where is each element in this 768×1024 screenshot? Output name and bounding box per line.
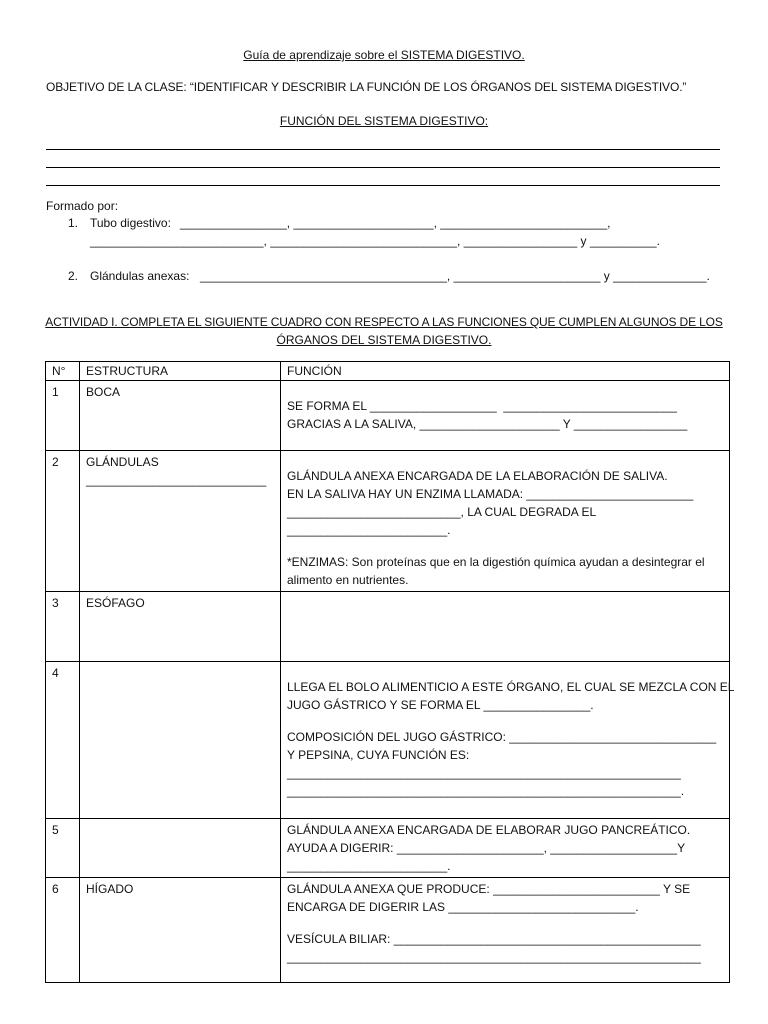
answer-line[interactable]: [46, 132, 720, 150]
function-heading: FUNCIÓN DEL SISTEMA DIGESTIVO:: [279, 114, 489, 128]
item2-blanks[interactable]: _____________________________________, ______________________ y ______________.: [200, 269, 710, 283]
answer-line[interactable]: [46, 150, 720, 168]
function-line[interactable]: GLÁNDULA ANEXA QUE PRODUCE: _________________________ Y SE: [287, 882, 691, 896]
row-number: 3: [46, 592, 80, 662]
function-line[interactable]: COMPOSICIÓN DEL JUGO GÁSTRICO: _______________________________: [287, 730, 717, 744]
function-table: [45, 361, 735, 983]
table-row: [46, 451, 730, 592]
row-structure[interactable]: [80, 662, 281, 819]
function-line: LLEGA EL BOLO ALIMENTICIO A ESTE ÓRGANO, EL CUAL SE MEZCLA CON EL: [287, 680, 735, 694]
function-line[interactable]: ________________________.: [287, 523, 451, 537]
function-line[interactable]: ______________________________________________________________: [287, 950, 701, 964]
row-structure[interactable]: [80, 819, 281, 878]
row-number: 6: [46, 878, 80, 983]
function-line[interactable]: VESÍCULA BILIAR: ______________________________________________: [287, 932, 701, 946]
row-function[interactable]: [281, 451, 730, 592]
function-line[interactable]: ___________________________________________________________.: [287, 784, 685, 798]
row-number: 1: [46, 381, 80, 451]
function-line[interactable]: ENCARGA DE DIGERIR LAS ____________________________.: [287, 900, 639, 914]
row-function[interactable]: [281, 381, 730, 451]
table-row: [46, 592, 730, 662]
answer-line[interactable]: [46, 168, 720, 186]
row-structure: HÍGADO: [80, 878, 281, 983]
table-row: [46, 662, 730, 819]
function-line: GLÁNDULA ANEXA ENCARGADA DE LA ELABORACIÓN DE SALIVA.: [287, 469, 668, 483]
function-line[interactable]: __________________________, LA CUAL DEGRADA EL: [287, 505, 597, 519]
page-title: Guía de aprendizaje sobre el SISTEMA DIGESTIVO.: [243, 48, 525, 62]
item1-blanks-line1[interactable]: ________________, _____________________, _________________________,: [180, 216, 611, 230]
row-function[interactable]: [281, 592, 730, 662]
structure-blank[interactable]: ___________________________: [86, 473, 267, 487]
function-line[interactable]: AYUDA A DIGERIR: ______________________, ___________________Y: [287, 841, 686, 855]
formado-label: Formado por:: [46, 199, 119, 213]
row-function[interactable]: [281, 878, 730, 983]
table-row: [46, 381, 730, 451]
activity-heading-line2: ÓRGANOS DEL SISTEMA DIGESTIVO.: [276, 333, 492, 347]
table-header-row: [46, 362, 730, 381]
item1-blanks-line2[interactable]: __________________________, ____________________________, _________________ y __________.: [90, 234, 660, 248]
item2-number: 2.: [68, 269, 79, 283]
row-number: 5: [46, 819, 80, 878]
table-row: [46, 819, 730, 878]
enzimas-note: *ENZIMAS: Son proteínas que en la digestión química ayudan a desintegrar el: [287, 555, 705, 569]
item1-label: Tubo digestivo:: [90, 216, 171, 230]
function-line[interactable]: JUGO GÁSTRICO Y SE FORMA EL ________________.: [287, 698, 594, 712]
header-structure: ESTRUCTURA: [80, 362, 281, 381]
function-line[interactable]: ___________________________________________________________: [287, 766, 681, 780]
function-line: Y PEPSINA, CUYA FUNCIÓN ES:: [287, 748, 470, 762]
row-function[interactable]: [281, 819, 730, 878]
function-answer-lines: [46, 132, 720, 186]
enzimas-note: alimento en nutrientes.: [287, 573, 409, 587]
row-structure: ESÓFAGO: [80, 592, 281, 662]
table-row: [46, 878, 730, 983]
header-function: FUNCIÓN: [281, 362, 730, 381]
item1-number: 1.: [68, 216, 79, 230]
function-line: GLÁNDULA ANEXA ENCARGADA DE ELABORAR JUGO PANCREÁTICO.: [287, 823, 691, 837]
row-structure: BOCA: [80, 381, 281, 451]
objective-text: OBJETIVO DE LA CLASE: “IDENTIFICAR Y DESCRIBIR LA FUNCIÓN DE LOS ÓRGANOS DEL SISTEMA DIGESTIVO.”: [46, 80, 687, 94]
row-structure: [80, 451, 281, 592]
activity-heading-line1: ACTIVIDAD I. COMPLETA EL SIGUIENTE CUADRO CON RESPECTO A LAS FUNCIONES QUE CUMPLEN ALGUNOS DE LOS: [45, 315, 723, 329]
function-line[interactable]: SE FORMA EL ___________________ __________________________: [287, 399, 677, 413]
row-function[interactable]: [281, 662, 735, 819]
function-line[interactable]: EN LA SALIVA HAY UN ENZIMA LLAMADA: _________________________: [287, 487, 694, 501]
item2-label: Glándulas anexas:: [90, 269, 190, 283]
header-number: N°: [46, 362, 80, 381]
row-number: 4: [46, 662, 80, 819]
row-number: 2: [46, 451, 80, 592]
function-line[interactable]: GRACIAS A LA SALIVA, _____________________ Y _________________: [287, 417, 688, 431]
structure-label: GLÁNDULAS: [86, 455, 159, 469]
function-line[interactable]: ________________________.: [287, 859, 451, 873]
